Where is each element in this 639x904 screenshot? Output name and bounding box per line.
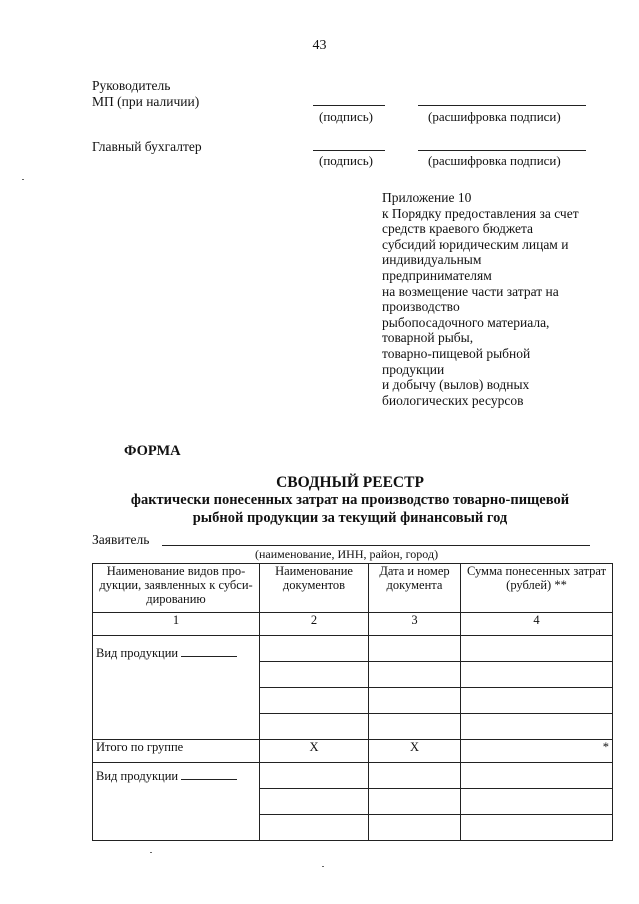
accountant-decoding-caption: (расшифровка подписи) [428, 153, 561, 168]
table-cell [369, 763, 461, 789]
appendix-line: предпринимателям [382, 267, 492, 283]
header-document-date-number: Дата и номер документа [369, 564, 461, 613]
scan-speck [322, 866, 324, 867]
product-type-label: Вид продукции [96, 646, 179, 660]
table-cell [369, 714, 461, 740]
appendix-line: товарно-пищевой рыбной [382, 345, 531, 361]
scan-speck [150, 852, 152, 853]
table-cell [260, 714, 369, 740]
appendix-line: товарной рыбы, [382, 330, 474, 346]
table-cell [369, 662, 461, 688]
head-decoding-line [418, 105, 586, 106]
table-cell [461, 714, 613, 740]
table-cell [260, 688, 369, 714]
column-number: 3 [369, 613, 461, 636]
appendix-line: средств краевого бюджета [382, 221, 534, 237]
register-table [92, 563, 613, 841]
table-column-numbers-row [93, 613, 613, 636]
applicant-caption: (наименование, ИНН, район, город) [255, 547, 439, 561]
table-cell [461, 815, 613, 841]
table-cell [260, 815, 369, 841]
x-mark: Х [260, 740, 369, 763]
header-document-names: Наименование документов [260, 564, 369, 613]
table-cell [260, 636, 369, 662]
table-cell [461, 662, 613, 688]
product-type-blank-line [181, 768, 237, 780]
table-cell [369, 789, 461, 815]
group-total-label: Итого по группе [93, 740, 260, 763]
page-number: 43 [312, 38, 327, 53]
appendix-line: Приложение 10 [382, 190, 472, 205]
product-type-cell [93, 636, 260, 740]
applicant-field-line [162, 545, 590, 546]
head-signature-caption: (подпись) [319, 109, 373, 124]
column-number: 2 [260, 613, 369, 636]
product-type-label: Вид продукции [96, 769, 179, 783]
head-decoding-caption: (расшифровка подписи) [428, 109, 561, 124]
register-title: СВОДНЫЙ РЕЕСТР [276, 474, 424, 491]
appendix-block [382, 190, 622, 408]
table-cell [369, 636, 461, 662]
column-number: 4 [461, 613, 613, 636]
appendix-line: и добычу (вылов) водных [382, 377, 530, 393]
table-cell [260, 789, 369, 815]
head-signature-line [313, 105, 385, 106]
group-total-row [93, 740, 613, 763]
chief-accountant-label: Главный бухгалтер [92, 139, 202, 154]
head-label: Руководитель [92, 78, 171, 93]
table-row [93, 763, 613, 789]
appendix-line: субсидий юридическим лицам и [382, 236, 569, 252]
table-cell [369, 815, 461, 841]
header-product-types: Наименование видов про-дукции, заявленных к субси-дированию [93, 564, 260, 613]
applicant-label: Заявитель [92, 532, 150, 547]
seal-label: МП (при наличии) [92, 94, 200, 109]
column-number: 1 [93, 613, 260, 636]
register-subtitle-line1: фактически понесенных затрат на производство товарно-пищевой [130, 492, 570, 508]
accountant-signature-line [313, 150, 385, 151]
appendix-line: производство [382, 299, 460, 315]
table-cell [260, 662, 369, 688]
product-type-cell [93, 763, 260, 841]
accountant-decoding-line [418, 150, 586, 151]
table-cell [461, 789, 613, 815]
appendix-line: на возмещение части затрат на [382, 283, 559, 299]
x-mark: Х [369, 740, 461, 763]
appendix-line: индивидуальным [382, 252, 482, 268]
table-cell [461, 688, 613, 714]
header-expense-sum: Сумма понесенных затрат (рублей) ** [461, 564, 613, 613]
table-cell [461, 763, 613, 789]
appendix-line: к Порядку предоставления за счет [382, 205, 579, 221]
scan-speck [22, 179, 24, 180]
register-subtitle-line2: рыбной продукции за текущий финансовый год [192, 510, 508, 526]
appendix-line: продукции [382, 361, 445, 377]
product-type-blank-line [181, 645, 237, 657]
table-cell [461, 636, 613, 662]
appendix-line: рыбопосадочного материала, [382, 314, 550, 330]
appendix-line: биологических ресурсов [382, 392, 524, 408]
table-header-row [93, 564, 613, 613]
form-label: ФОРМА [124, 443, 181, 459]
table-row [93, 636, 613, 662]
table-cell [369, 688, 461, 714]
accountant-signature-caption: (подпись) [319, 153, 373, 168]
table-cell [260, 763, 369, 789]
asterisk-mark: * [461, 740, 613, 763]
